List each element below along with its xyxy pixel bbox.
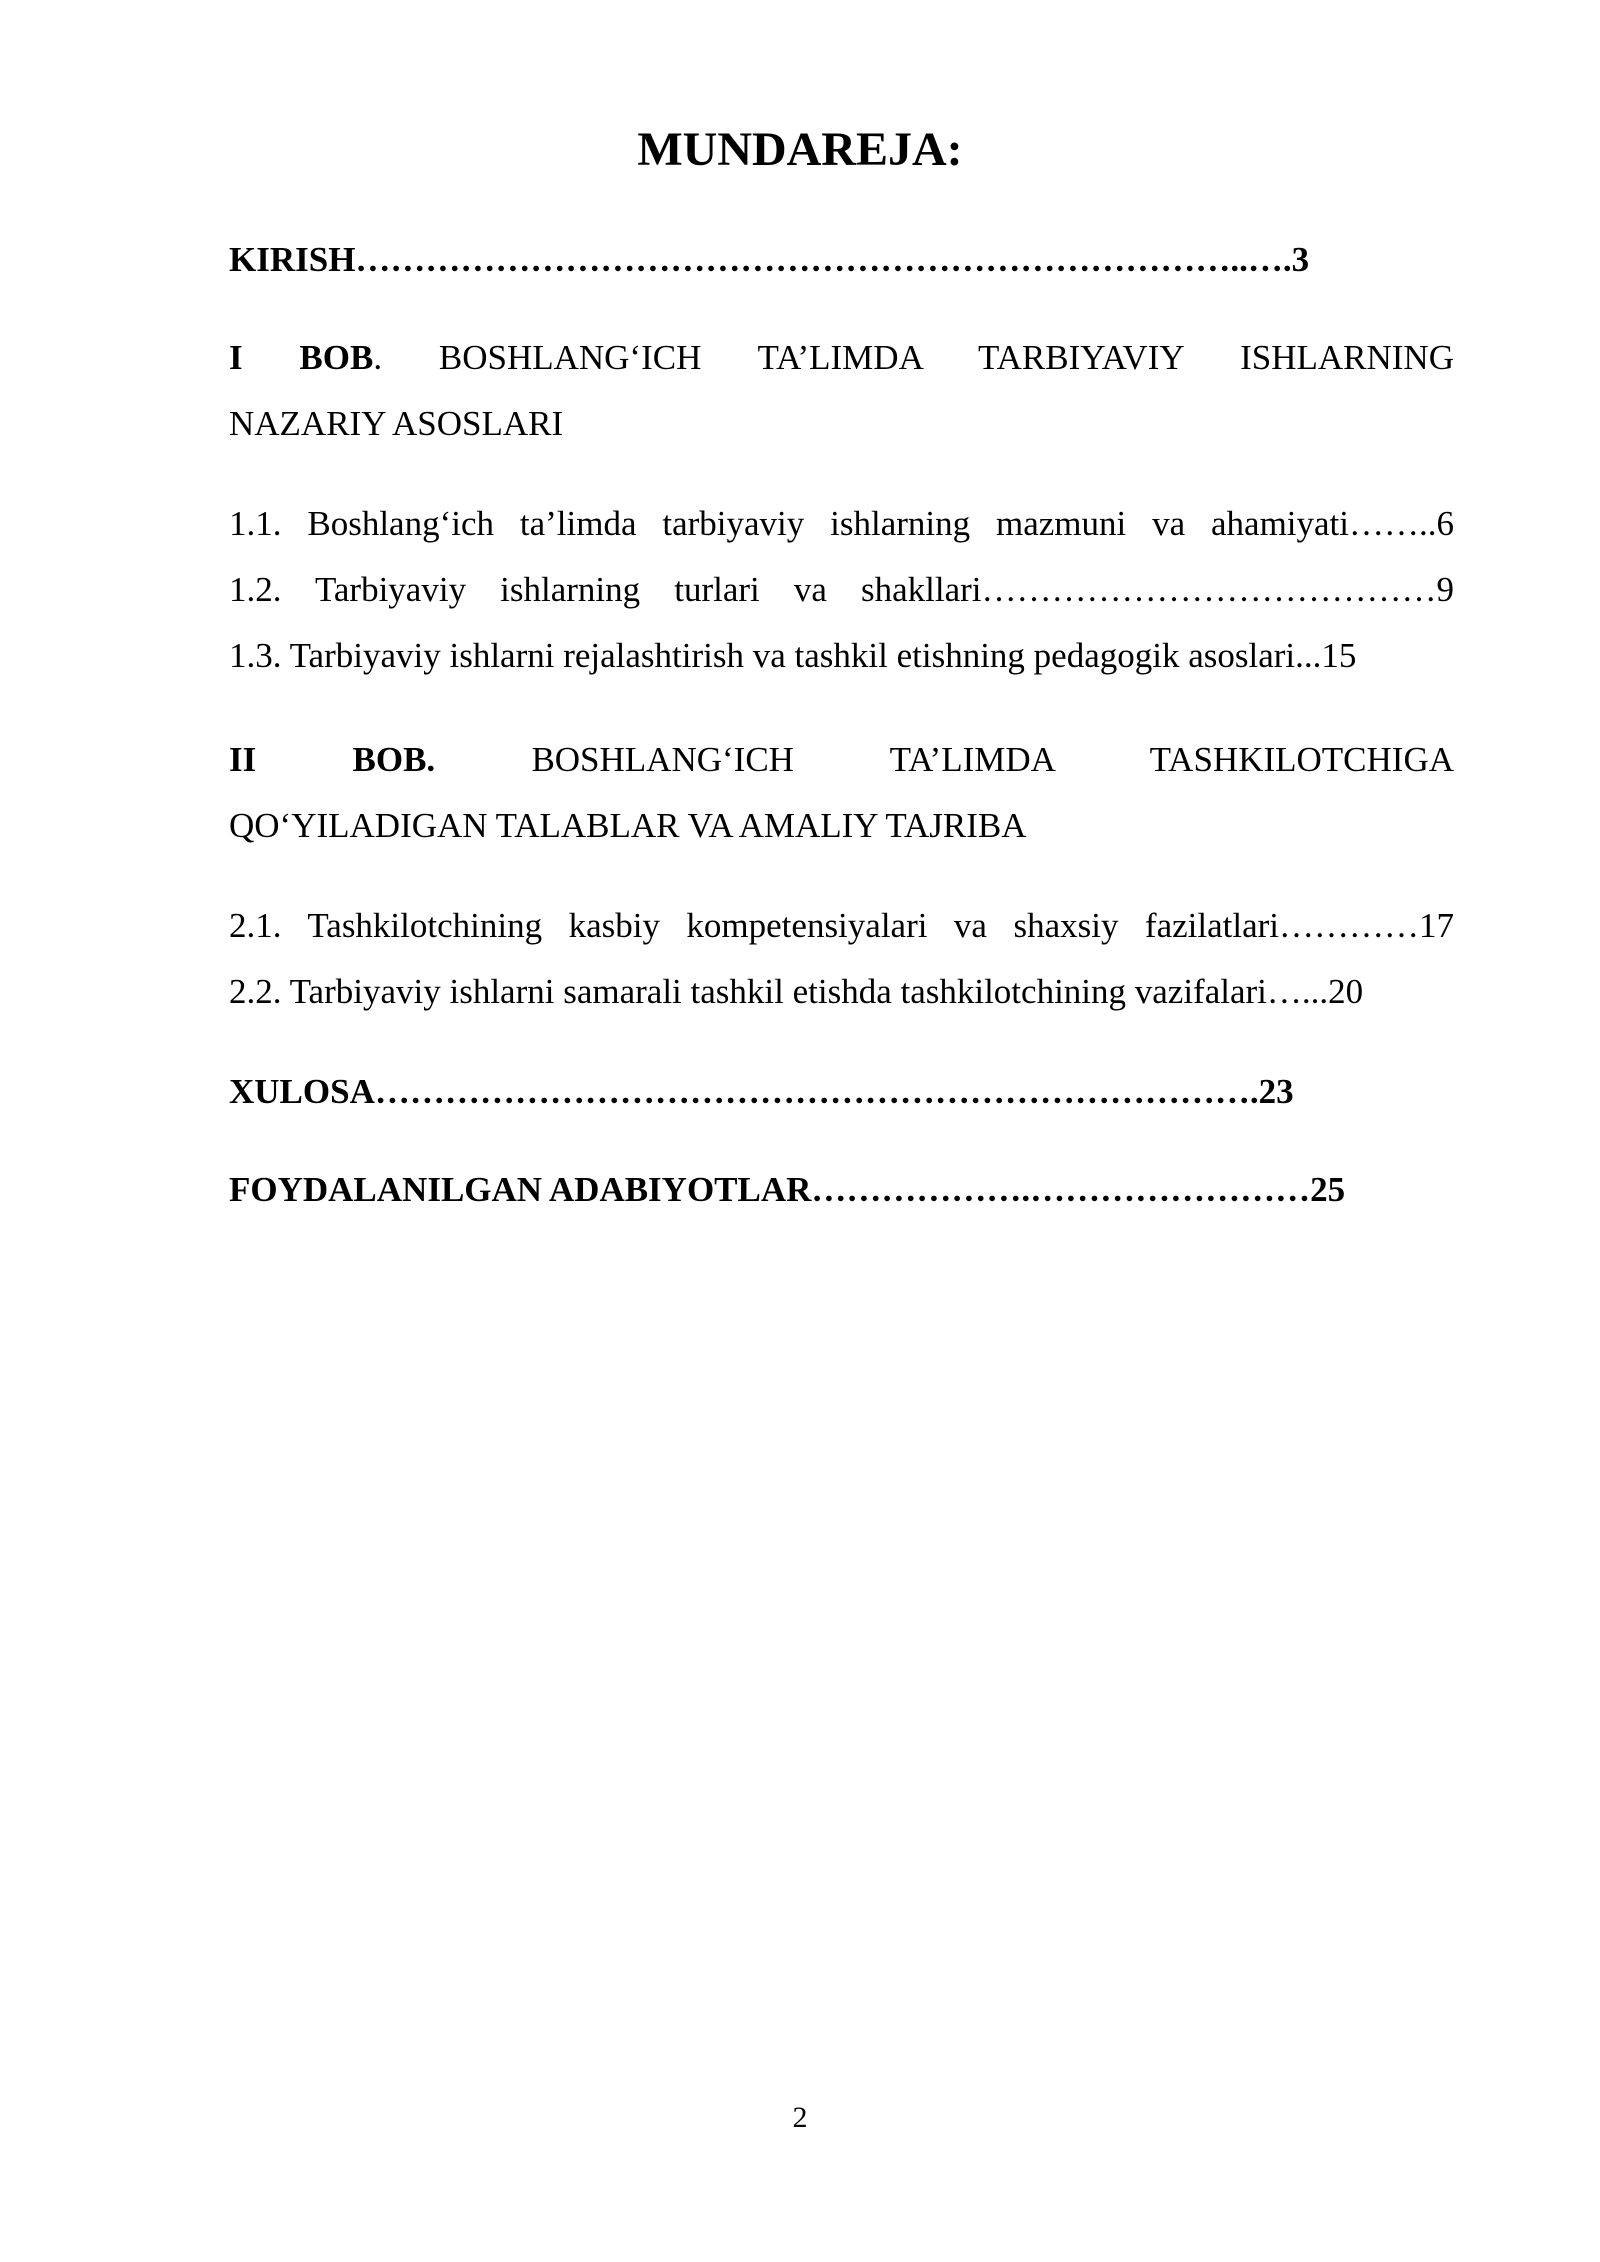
chapter2-title-line2: QO‘YILADIGAN TALABLAR VA AMALIY TAJRIBA xyxy=(229,806,1027,845)
toc-entry-kirish: KIRISH…………………………………………………………………..….3 xyxy=(229,240,1310,279)
chapter2-heading xyxy=(229,738,1454,782)
page-title: MUNDAREJA: xyxy=(637,123,963,176)
toc-entry-adabiyotlar: FOYDALANILGAN ADABIYOTLAR……………….……………………25 xyxy=(229,1170,1346,1209)
toc-entry-2-1: 2.1. Tashkilotchining kasbiy kompetensiyalari va shaxsiy fazilatlari…………17 xyxy=(229,906,1454,945)
chapter2-title-line1: BOSHLANG‘ICH TA’LIMDA TASHKILOTCHIGA xyxy=(531,740,1454,779)
toc-entry-xulosa: XULOSA………………………………………………………………….23 xyxy=(229,1072,1294,1111)
chapter1-prefix: I BOB xyxy=(229,338,374,377)
toc-entry-1-1: 1.1. Boshlang‘ich ta’limda tarbiyaviy ishlarning mazmuni va ahamiyati……..6 xyxy=(229,504,1454,543)
page-number: 2 xyxy=(792,2101,808,2134)
chapter1-title-line2: NAZARIY ASOSLARI xyxy=(229,404,564,443)
chapter1-heading xyxy=(229,336,1454,380)
chapter2-prefix: II BOB. xyxy=(229,740,436,779)
toc-entry-1-2: 1.2. Tarbiyaviy ishlarning turlari va shakllari…………………………………9 xyxy=(229,570,1454,609)
toc-entry-1-3: 1.3. Tarbiyaviy ishlarni rejalashtirish va tashkil etishning pedagogik asoslari...15 xyxy=(229,636,1357,675)
toc-entry-2-2: 2.2. Tarbiyaviy ishlarni samarali tashkil etishda tashkilotchining vazifalari…...20 xyxy=(229,972,1364,1011)
chapter1-title-line1: . BOSHLANG‘ICH TA’LIMDA TARBIYAVIY ISHLARNING xyxy=(373,338,1454,377)
